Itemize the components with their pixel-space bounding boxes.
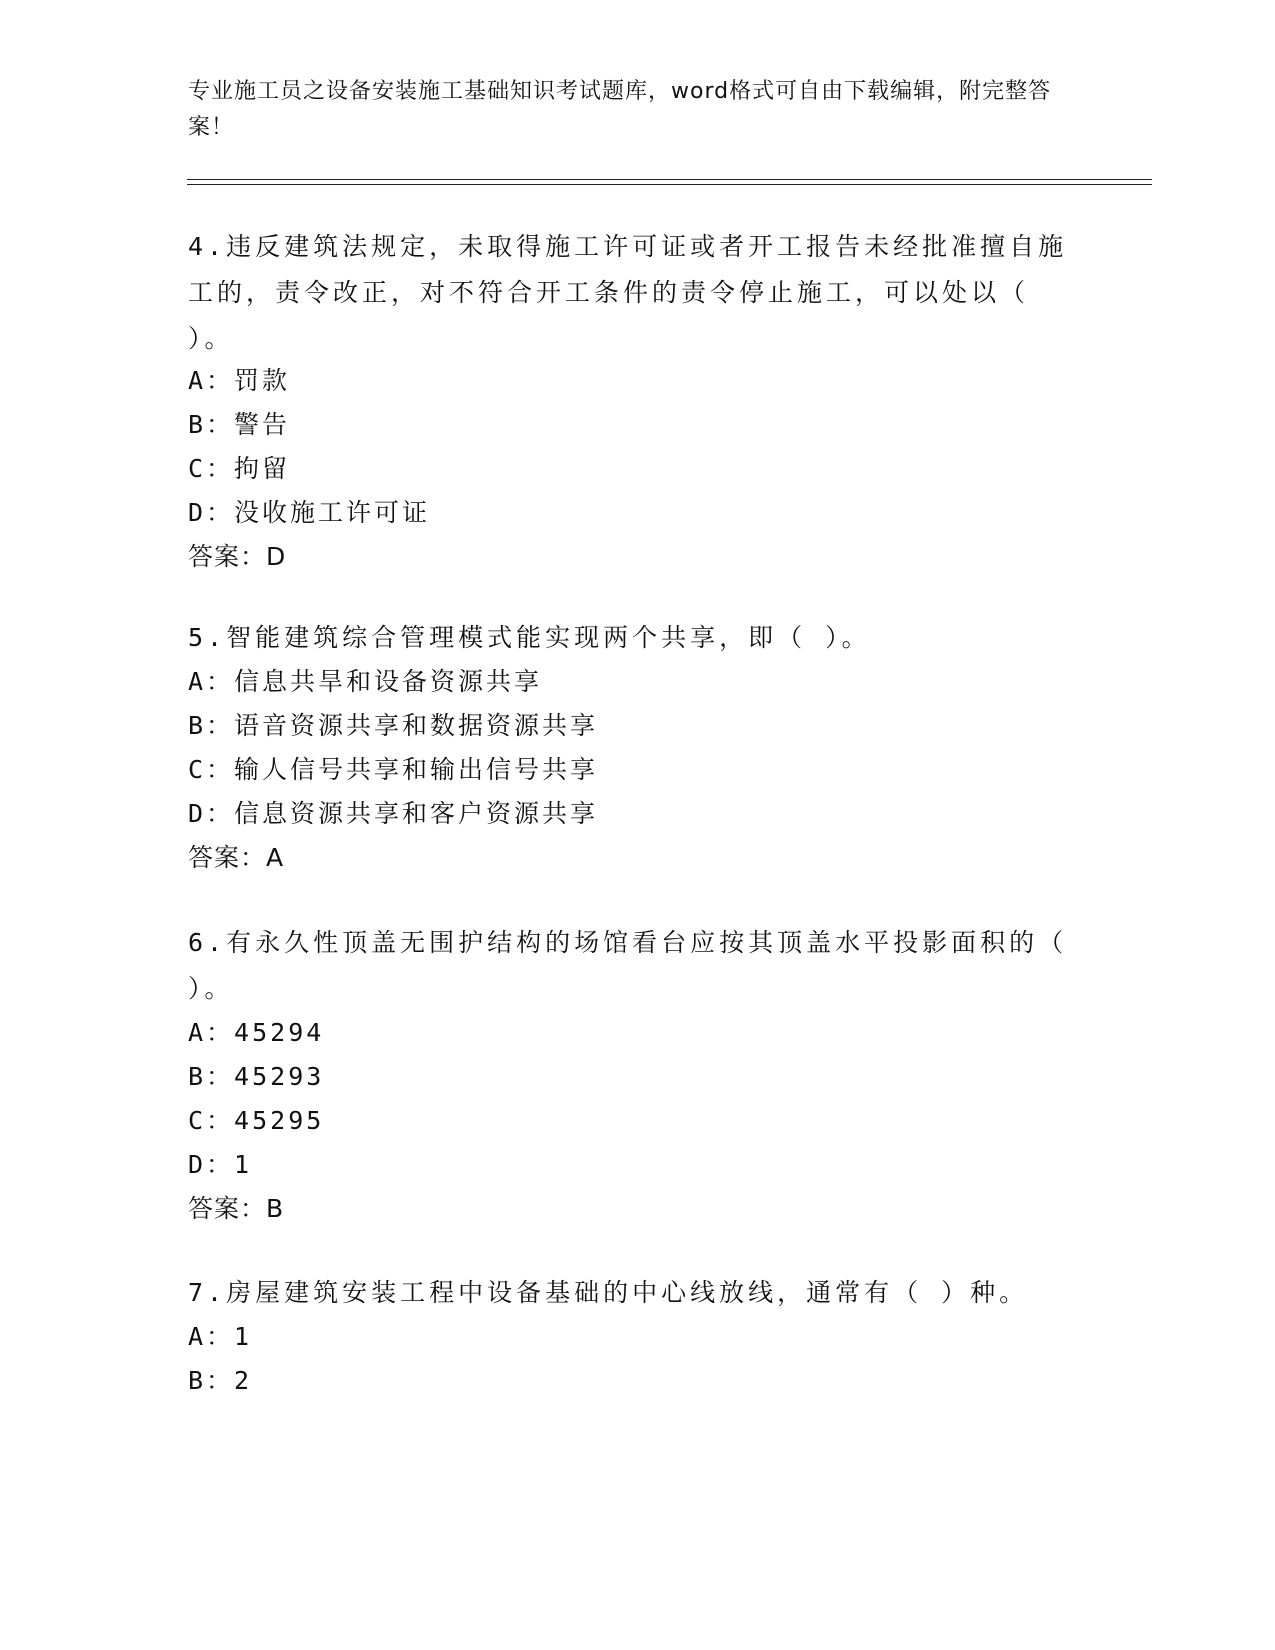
question-6	[188, 920, 1068, 1232]
question-stem: 6.有永久性顶盖无围护结构的场馆看台应按其顶盖水平投影面积的（ ）。	[188, 928, 1068, 1003]
option-d: D：信息资源共享和客户资源共享	[188, 799, 599, 828]
option-b: B：语音资源共享和数据资源共享	[188, 711, 599, 740]
option-a: A：45294	[188, 1018, 325, 1047]
question-4	[188, 224, 1068, 580]
header-divider	[187, 179, 1152, 185]
question-stem: 4.违反建筑法规定，未取得施工许可证或者开工报告未经批准擅自施工的，责令改正，对不符合开工条件的责令停止施工，可以处以（ ）。	[188, 232, 1068, 353]
question-stem: 7.房屋建筑安装工程中设备基础的中心线放线，通常有（ ）种。	[188, 1278, 1029, 1307]
option-b: B：45293	[188, 1062, 325, 1091]
option-c: C：45295	[188, 1106, 325, 1135]
option-b: B：2	[188, 1366, 253, 1395]
document-header-title: 专业施工员之设备安装施工基础知识考试题库，word格式可自由下载编辑，附完整答案！	[188, 79, 1052, 140]
question-5	[188, 615, 1068, 881]
option-c: C：拘留	[188, 454, 291, 483]
question-stem: 5.智能建筑综合管理模式能实现两个共享，即（ ）。	[188, 623, 871, 652]
answer-label: 答案：A	[188, 843, 285, 872]
question-7	[188, 1270, 1068, 1404]
option-b: B：警告	[188, 410, 291, 439]
option-a: A：1	[188, 1322, 253, 1351]
option-d: D：1	[188, 1150, 253, 1179]
answer-label: 答案：B	[188, 1194, 285, 1223]
option-a: A：信息共旱和设备资源共享	[188, 667, 543, 696]
answer-label: 答案：D	[188, 542, 287, 571]
option-a: A：罚款	[188, 366, 291, 395]
option-c: C：输人信号共享和输出信号共享	[188, 755, 599, 784]
option-d: D：没收施工许可证	[188, 498, 431, 527]
